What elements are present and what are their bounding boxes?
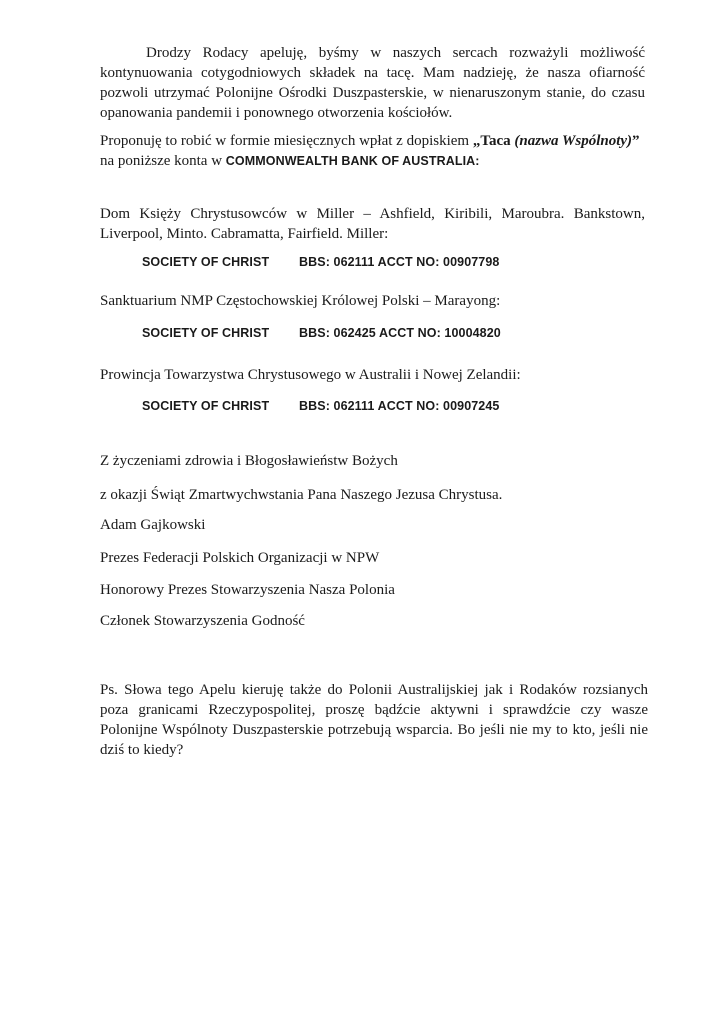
account-3-details bbox=[142, 399, 562, 419]
account-1-bank-details: BBS: 062111 ACCT NO: 00907798 bbox=[299, 255, 500, 269]
account-3-description: Prowincja Towarzystwa Chrystusowego w Australii i Nowej Zelandii: bbox=[100, 367, 521, 383]
account-1-name: SOCIETY OF CHRIST bbox=[142, 255, 270, 269]
intro-paragraph: Drodzy Rodacy apeluję, byśmy w naszych sercach rozważyli możliwość kontynuowania cotygodniowych składek na tacę. Mam nadzieję, że nasza ofiarność pozwoli utrzymać Polonijne Ośrodki Duszpasterskie, w nienaruszonym stanie, do czasu opanowania pandemii i ponownego otworzenia kościołów. bbox=[100, 45, 645, 121]
postscript-paragraph: Ps. Słowa tego Apelu kieruję także do Polonii Australijskiej jak i Rodaków rozsianych poza granicami Rzeczypospolitej, proszę bądźcie aktywni i sprawdźcie czy wasze Polonijne Wspólnoty Duszpasterskie potrzebują wsparcia. Bo jeśli nie my to kto, jeśli nie dziś to kiedy? bbox=[100, 682, 648, 758]
account-3-name: SOCIETY OF CHRIST bbox=[142, 399, 270, 413]
closing-wishes-line1: Z życzeniami zdrowia i Błogosławieństw Bożych bbox=[100, 453, 398, 469]
account-2-details bbox=[142, 326, 562, 346]
proposal-paragraph bbox=[100, 131, 645, 171]
taca-community-name: (nazwa Wspólnoty) bbox=[514, 133, 633, 149]
signature-name: Adam Gajkowski bbox=[100, 517, 206, 533]
account-2-bank-details: BBS: 062425 ACCT NO: 10004820 bbox=[299, 326, 501, 340]
proposal-text-line2: na poniższe konta w bbox=[100, 153, 226, 169]
account-1-details bbox=[142, 255, 562, 275]
closing-wishes-line2: z okazji Świąt Zmartwychwstania Pana Naszego Jezusa Chrystusa. bbox=[100, 487, 503, 503]
account-2-name: SOCIETY OF CHRIST bbox=[142, 326, 270, 340]
signature-title-2: Honorowy Prezes Stowarzyszenia Nasza Polonia bbox=[100, 582, 395, 598]
taca-close-quote: ” bbox=[632, 133, 640, 149]
taca-label: „Taca bbox=[472, 133, 515, 149]
account-1-description: Dom Księży Chrystusowców w Miller – Ashfield, Kiribili, Maroubra. Bankstown, Liverpool, Minto. Cabramatta, Fairfield. Miller: bbox=[100, 206, 645, 242]
bank-name: COMMONWEALTH BANK OF AUSTRALIA: bbox=[225, 154, 480, 168]
account-3-bank-details: BBS: 062111 ACCT NO: 00907245 bbox=[299, 399, 500, 413]
account-2-description: Sanktuarium NMP Częstochowskiej Królowej Polski – Marayong: bbox=[100, 293, 501, 309]
signature-title-1: Prezes Federacji Polskich Organizacji w NPW bbox=[100, 550, 380, 566]
proposal-text: Proponuję to robić w formie miesięcznych wpłat z dopiskiem bbox=[100, 133, 473, 149]
signature-title-3: Członek Stowarzyszenia Godność bbox=[100, 613, 305, 629]
